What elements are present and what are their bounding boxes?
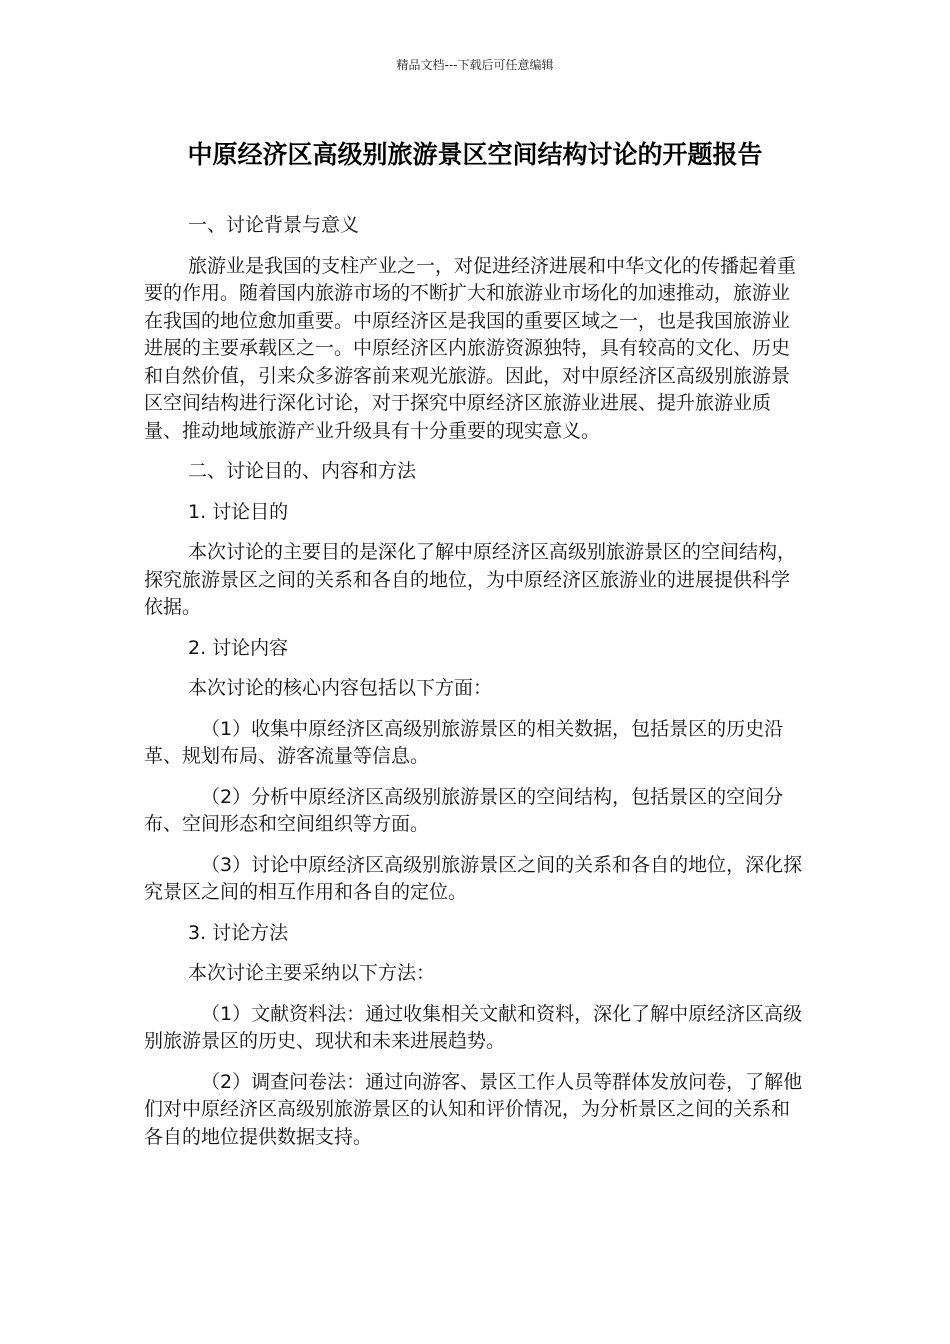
- content-item: （1）收集中原经济区高级别旅游景区的相关数据，包括景区的历史沿革、规划布局、游客流量等信息。: [144, 717, 784, 767]
- page-header-note: 精品文档---下载后可任意编辑: [396, 58, 554, 72]
- subheading-content: 2. 讨论内容: [188, 636, 289, 659]
- subheading-methods: 3. 讨论方法: [188, 921, 289, 944]
- paragraph-methods-intro: 本次讨论主要采纳以下方法：: [188, 962, 436, 984]
- paragraph-content-intro: 本次讨论的核心内容包括以下方面：: [188, 677, 493, 699]
- paragraph-purpose: 本次讨论的主要目的是深化了解中原经济区高级别旅游景区的空间结构，探究旅游景区之间的关系和各自的地位，为中原经济区旅游业的进展提供科学依据。: [144, 541, 797, 618]
- content-item: （2）分析中原经济区高级别旅游景区的空间结构，包括景区的空间分布、空间形态和空间组织等方面。: [144, 785, 784, 835]
- paragraph-background: 旅游业是我国的支柱产业之一，对促进经济进展和中华文化的传播起着重要的作用。随着国内旅游市场的不断扩大和旅游业市场化的加速推动，旅游业在我国的地位愈加重要。中原经济区是我国的重要区域之一，也是我国旅游业进展的主要承载区之一。中原经济区内旅游资源独特，具有较高的文化、历史和自然价值，引来众多游客前来观光旅游。因此，对中原经济区高级别旅游景区空间结构进行深化讨论，对于探究中原经济区旅游业进展、提升旅游业质量、推动地域旅游产业升级具有十分重要的现实意义。: [144, 254, 797, 442]
- subheading-purpose: 1. 讨论目的: [188, 500, 289, 523]
- document-title: 中原经济区高级别旅游景区空间结构讨论的开题报告: [187, 140, 763, 169]
- section-heading-goals: 二、讨论目的、内容和方法: [188, 460, 417, 482]
- section-heading-background: 一、讨论背景与意义: [188, 214, 360, 236]
- method-item: （2）调查问卷法：通过向游客、景区工作人员等群体发放问卷，了解他们对中原经济区高级别旅游景区的认知和评价情况，为分析景区之间的关系和各自的地位提供数据支持。: [144, 1070, 803, 1148]
- document-body: [144, 212, 806, 1164]
- content-item: （3）讨论中原经济区高级别旅游景区之间的关系和各自的地位，深化探究景区之间的相互作用和各自的定位。: [144, 853, 803, 903]
- method-item: （1）文献资料法：通过收集相关文献和资料，深化了解中原经济区高级别旅游景区的历史、现状和未来进展趋势。: [144, 1002, 803, 1052]
